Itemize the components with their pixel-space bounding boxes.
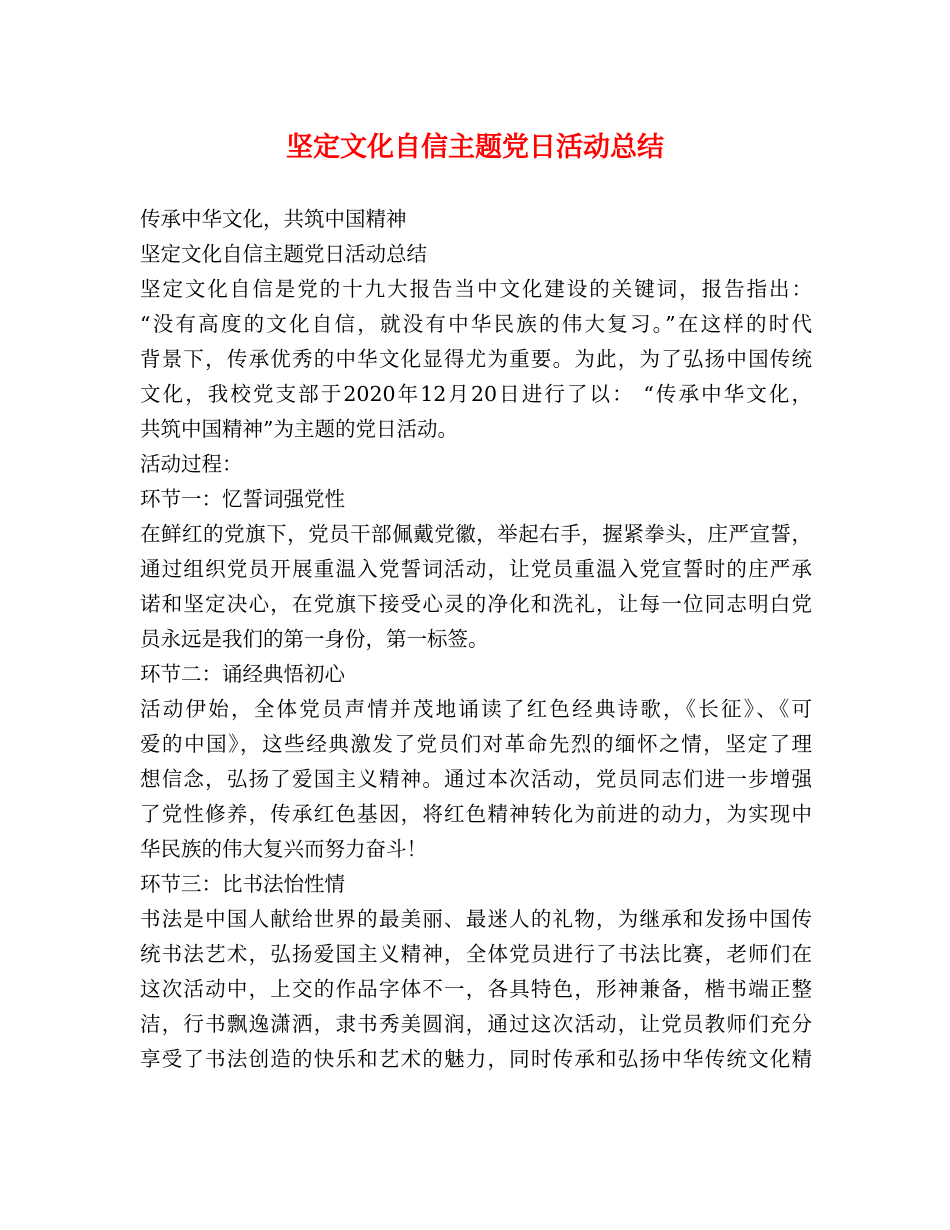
text-line: 坚定文化自信是党的十九大报告当中文化建设的关键词，报告指出：: [140, 277, 812, 301]
text-line: 这次活动中，上交的作品字体不一，各具特色，形神兼备，楷书端正整: [140, 977, 812, 1001]
text-line: 活动伊始，全体党员声情并茂地诵读了红色经典诗歌，《长征》、《可: [140, 697, 812, 721]
text-line: 华民族的伟大复兴而努力奋斗！: [140, 837, 427, 861]
text-line: 洁，行书飘逸潇洒，隶书秀美圆润，通过这次活动，让党员教师们充分: [140, 1012, 812, 1036]
document-title: 坚定文化自信主题党日活动总结: [286, 132, 664, 163]
text-line: 在鲜红的党旗下，党员干部佩戴党徽，举起右手，握紧拳头，庄严宣誓，: [140, 522, 812, 546]
text-line: 享受了书法创造的快乐和艺术的魅力，同时传承和弘扬中华传统文化精: [140, 1047, 812, 1071]
text-line: 环节二：诵经典悟初心: [140, 662, 345, 686]
text-line: 想信念，弘扬了爱国主义精神。通过本次活动，党员同志们进一步增强: [140, 767, 812, 791]
text-line: 共筑中国精神”为主题的党日活动。: [140, 417, 458, 441]
text-line: 爱的中国》，这些经典激发了党员们对革命先烈的缅怀之情，坚定了理: [140, 732, 812, 756]
text-line: “没有高度的文化自信，就没有中华民族的伟大复习。”在这样的时代: [140, 312, 812, 336]
text-line: 了党性修养，传承红色基因，将红色精神转化为前进的动力，为实现中: [140, 802, 812, 826]
text-line: 员永远是我们的第一身份，第一标签。: [140, 627, 489, 651]
text-line: 传承中华文化，共筑中国精神: [140, 207, 407, 231]
text-line: 书法是中国人献给世界的最美丽、最迷人的礼物，为继承和发扬中国传: [140, 907, 812, 931]
text-line: 通过组织党员开展重温入党誓词活动，让党员重温入党宣誓时的庄严承: [140, 557, 812, 581]
text-line: 诺和坚定决心，在党旗下接受心灵的净化和洗礼，让每一位同志明白党: [140, 592, 812, 616]
document-body: [140, 202, 812, 1077]
text-line: 背景下，传承优秀的中华文化显得尤为重要。为此，为了弘扬中国传统: [140, 347, 812, 371]
text-line: 环节三：比书法怡性情: [140, 872, 345, 896]
text-line: 坚定文化自信主题党日活动总结: [140, 242, 427, 266]
text-line: 活动过程：: [140, 452, 243, 476]
text-line: 统书法艺术，弘扬爱国主义精神，全体党员进行了书法比赛，老师们在: [140, 942, 812, 966]
text-line: 文化，我校党支部于2020年12月20日进行了以： “传承中华文化，: [140, 382, 812, 406]
text-line: 环节一：忆誓词强党性: [140, 487, 345, 511]
